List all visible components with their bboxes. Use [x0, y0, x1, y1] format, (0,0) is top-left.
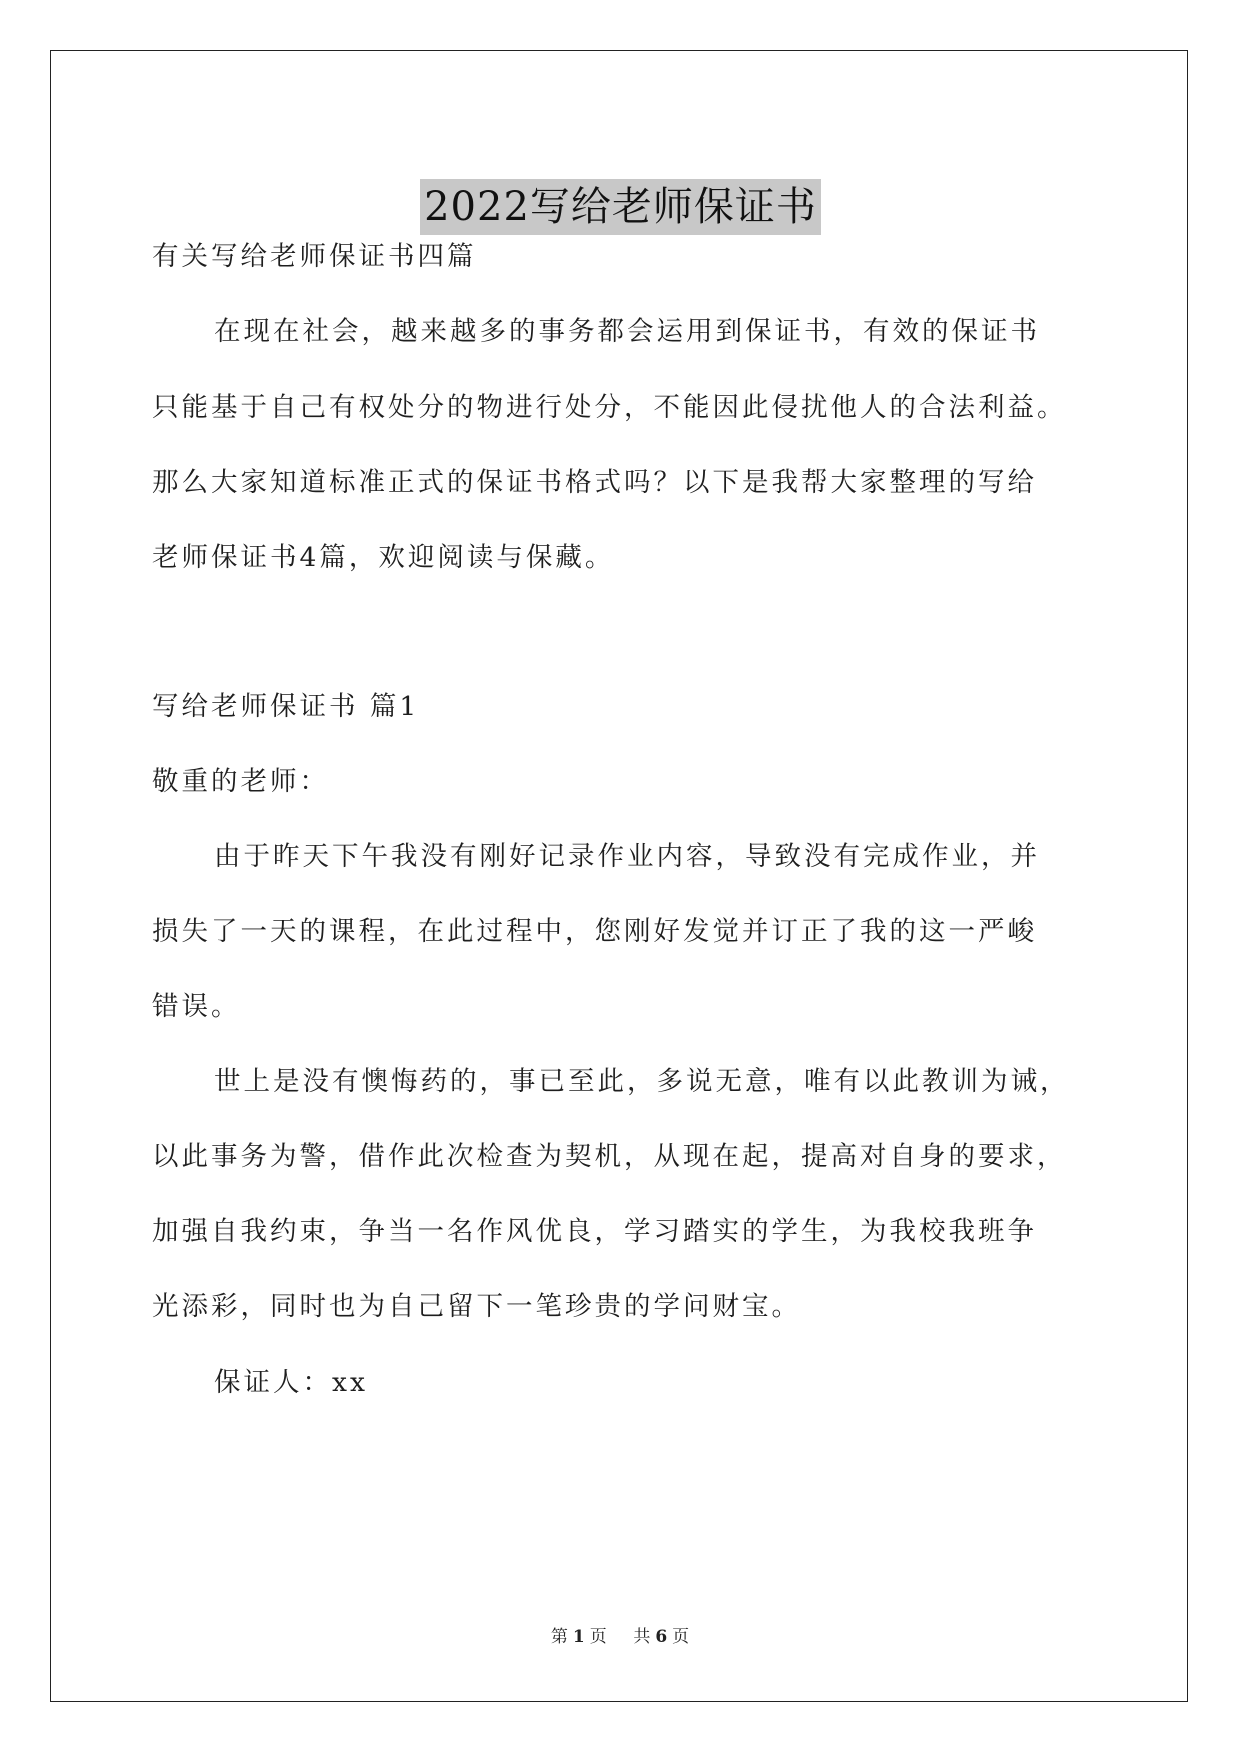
footer-total-pages: 6: [655, 1627, 669, 1647]
page-footer: [0, 1622, 1241, 1647]
footer-total-prefix: 共: [633, 1627, 652, 1647]
para1-line-3: 错误。: [152, 991, 241, 1022]
para2-line-3: 加强自我约束，争当一名作风优良，学习踏实的学生，为我校我班争: [152, 1216, 1037, 1247]
para2-line-1: 世上是没有懊悔药的，事已至此，多说无意，唯有以此教训为诫，: [214, 1066, 1070, 1097]
signature: 保证人：xx: [214, 1367, 368, 1398]
para1-line-1: 由于昨天下午我没有刚好记录作业内容，导致没有完成作业，并: [214, 841, 1040, 872]
footer-total-suffix: 页: [672, 1627, 691, 1647]
para1-line-2: 损失了一天的课程，在此过程中，您刚好发觉并订正了我的这一严峻: [152, 916, 1037, 947]
para2-line-4: 光添彩，同时也为自己留下一笔珍贵的学问财宝。: [152, 1291, 801, 1322]
footer-prefix: 第: [550, 1627, 569, 1647]
para2-line-2: 以此事务为警，借作此次检查为契机，从现在起，提高对自身的要求，: [152, 1141, 1067, 1172]
page-border: [50, 50, 1188, 1702]
intro-line-2: 只能基于自己有权处分的物进行处分，不能因此侵扰他人的合法利益。: [152, 392, 1067, 423]
footer-page-suffix: 页: [589, 1627, 608, 1647]
section-heading: 写给老师保证书 篇1: [152, 691, 420, 722]
intro-line-1: 在现在社会，越来越多的事务都会运用到保证书，有效的保证书: [214, 316, 1040, 347]
intro-line-4: 老师保证书4篇，欢迎阅读与保藏。: [152, 542, 615, 573]
salutation: 敬重的老师：: [152, 766, 329, 797]
intro-line-3: 那么大家知道标准正式的保证书格式吗？以下是我帮大家整理的写给: [152, 467, 1037, 498]
footer-page-number: 1: [572, 1627, 586, 1647]
document-title: 2022写给老师保证书: [420, 179, 821, 235]
document-subtitle: 有关写给老师保证书四篇: [152, 241, 477, 272]
